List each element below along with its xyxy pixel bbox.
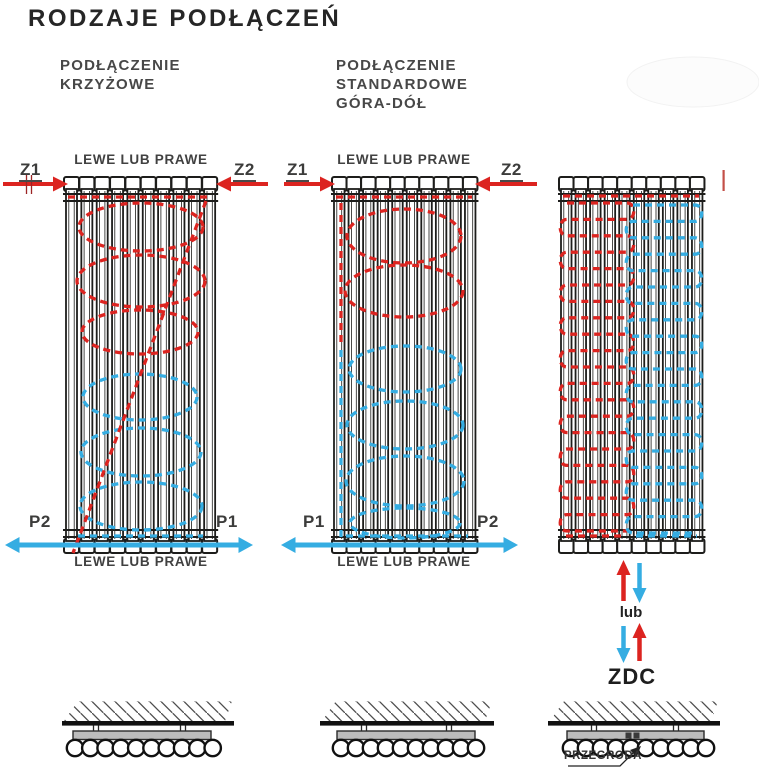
wall-section-middle (320, 701, 494, 726)
bracket-bar-left (73, 731, 211, 740)
port-label-z2-middle: Z2 (500, 160, 523, 182)
page-title: RODZAJE PODŁĄCZEŃ (28, 5, 342, 32)
zdc-arrow-pair-upper (617, 560, 647, 603)
zdc-label: ZDC (607, 664, 657, 689)
middle-diagram-subtitle (336, 56, 468, 113)
bracket-bar-middle (337, 731, 475, 740)
middle-top-side-label: LEWE LUB PRAWE (337, 152, 471, 167)
wall-section-right (548, 701, 720, 726)
left-subtitle-line1: PODŁĄCZENIE (60, 57, 181, 74)
wall-section-left (62, 701, 234, 726)
radiator-bodies (63, 177, 705, 553)
red-artifact-mark (723, 170, 725, 191)
middle-bottom-side-label: LEWE LUB PRAWE (337, 554, 471, 569)
port-label-z1-middle: Z1 (286, 160, 309, 182)
left-diagram-subtitle (60, 56, 181, 94)
partition-label: PRZEGRODA (564, 750, 642, 762)
left-bottom-side-label: LEWE LUB PRAWE (74, 554, 208, 569)
left-subtitle-line2: KRZYŻOWE (60, 76, 156, 93)
or-label: lub (619, 604, 643, 621)
port-label-z1-left: Z1 (19, 160, 42, 182)
middle-subtitle-line1: PODŁĄCZENIE (336, 57, 457, 74)
port-label-p1-middle: P1 (303, 512, 325, 531)
left-top-side-label: LEWE LUB PRAWE (74, 152, 208, 167)
port-label-z2-left: Z2 (233, 160, 256, 182)
port-label-p2-left: P2 (29, 512, 51, 531)
zdc-arrow-pair-lower (617, 623, 647, 663)
port-label-p2-middle: P2 (477, 512, 499, 531)
middle-subtitle-line3: GÓRA-DÓŁ (336, 95, 428, 112)
middle-subtitle-line2: STANDARDOWE (336, 76, 469, 93)
port-label-p1-left: P1 (216, 512, 238, 531)
faint-smudge (627, 57, 759, 107)
